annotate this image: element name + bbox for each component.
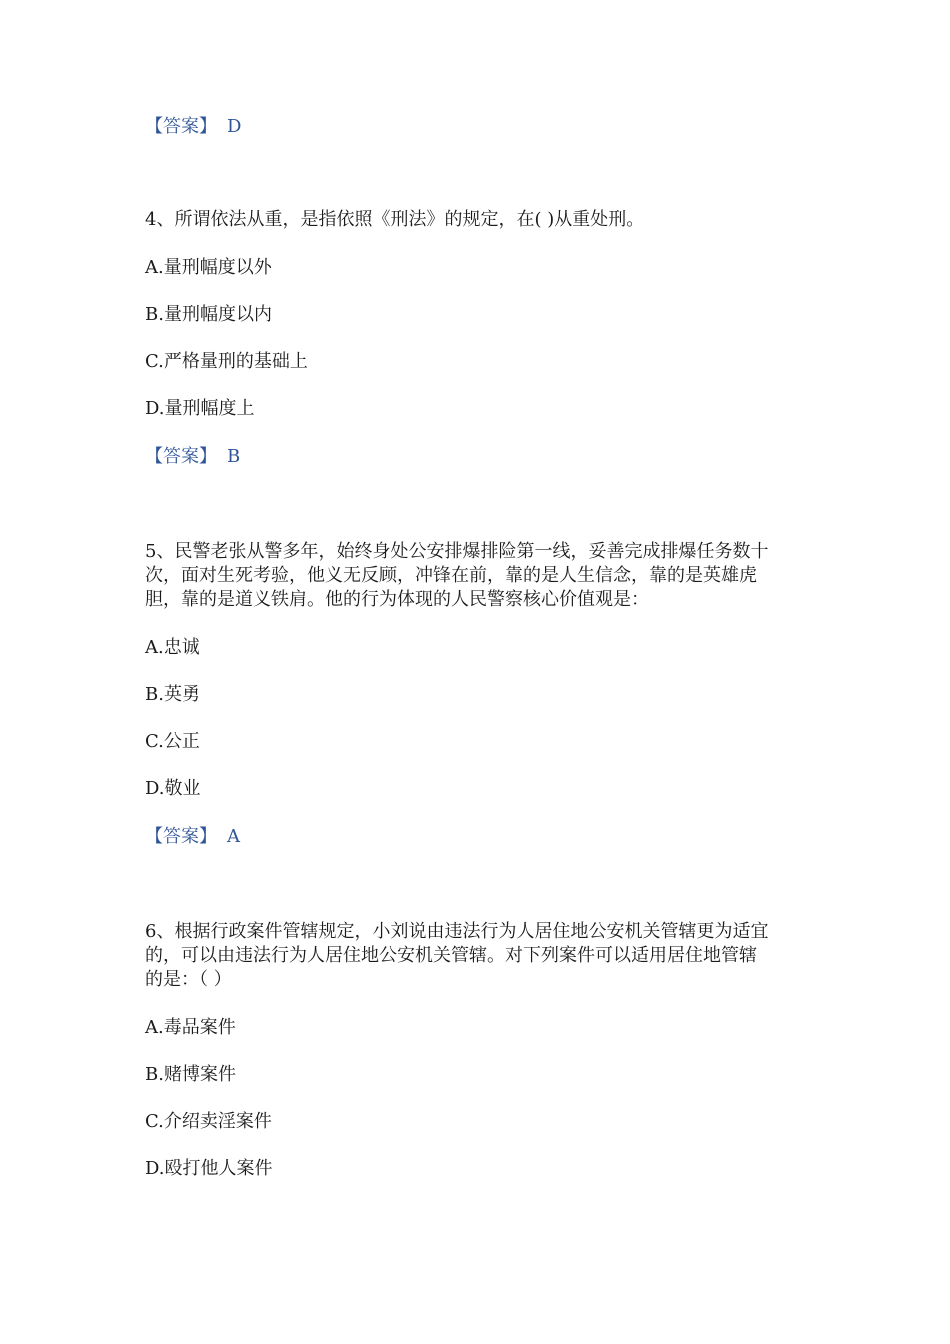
question-5-stem-line-1: 5、民警老张从警多年，始终身处公安排爆排险第一线，妥善完成排爆任务数十 bbox=[145, 541, 769, 562]
answer-value: D bbox=[227, 116, 242, 137]
answer-value: B bbox=[227, 446, 241, 467]
question-5-option-a: A.忠诚 bbox=[145, 637, 200, 658]
answer-label: 【答案】 bbox=[145, 826, 217, 847]
question-4-option-c: C.严格量刑的基础上 bbox=[145, 351, 308, 372]
answer-line bbox=[145, 115, 241, 139]
question-5-stem-line-3: 胆，靠的是道义铁肩。他的行为体现的人民警察核心价值观是： bbox=[145, 589, 649, 610]
question-5-stem-line-2: 次，面对生死考验，他义无反顾，冲锋在前，靠的是人生信念，靠的是英雄虎 bbox=[145, 565, 757, 586]
question-5-option-b: B.英勇 bbox=[145, 684, 200, 705]
question-5-stem bbox=[145, 540, 810, 612]
question-4-option-a: A.量刑幅度以外 bbox=[145, 257, 272, 278]
question-4-stem-line-1: 4、所谓依法从重，是指依照《刑法》的规定，在( )从重处刑。 bbox=[145, 209, 645, 230]
question-5-option-c: C.公正 bbox=[145, 731, 200, 752]
question-5-option-d: D.敬业 bbox=[145, 778, 201, 799]
question-6-stem-line-1: 6、根据行政案件管辖规定，小刘说由违法行为人居住地公安机关管辖更为适宜 bbox=[145, 921, 769, 942]
question-6-option-b: B.赌博案件 bbox=[145, 1064, 236, 1085]
question-4-option-b: B.量刑幅度以内 bbox=[145, 304, 272, 325]
question-5-answer bbox=[145, 825, 240, 849]
question-6-option-a: A.毒品案件 bbox=[145, 1017, 236, 1038]
question-6-stem-line-2: 的，可以由违法行为人居住地公安机关管辖。对下列案件可以适用居住地管辖 bbox=[145, 945, 757, 966]
answer-value: A bbox=[227, 826, 240, 847]
question-4-answer bbox=[145, 445, 240, 469]
question-4-stem bbox=[145, 208, 810, 232]
question-6-stem bbox=[145, 920, 810, 992]
answer-label: 【答案】 bbox=[145, 116, 217, 137]
answer-label: 【答案】 bbox=[145, 446, 217, 467]
question-6-option-d: D.殴打他人案件 bbox=[145, 1158, 273, 1179]
question-6-option-c: C.介绍卖淫案件 bbox=[145, 1111, 272, 1132]
question-4-option-d: D.量刑幅度上 bbox=[145, 398, 255, 419]
question-6-stem-line-3: 的是：（ ） bbox=[145, 969, 232, 990]
